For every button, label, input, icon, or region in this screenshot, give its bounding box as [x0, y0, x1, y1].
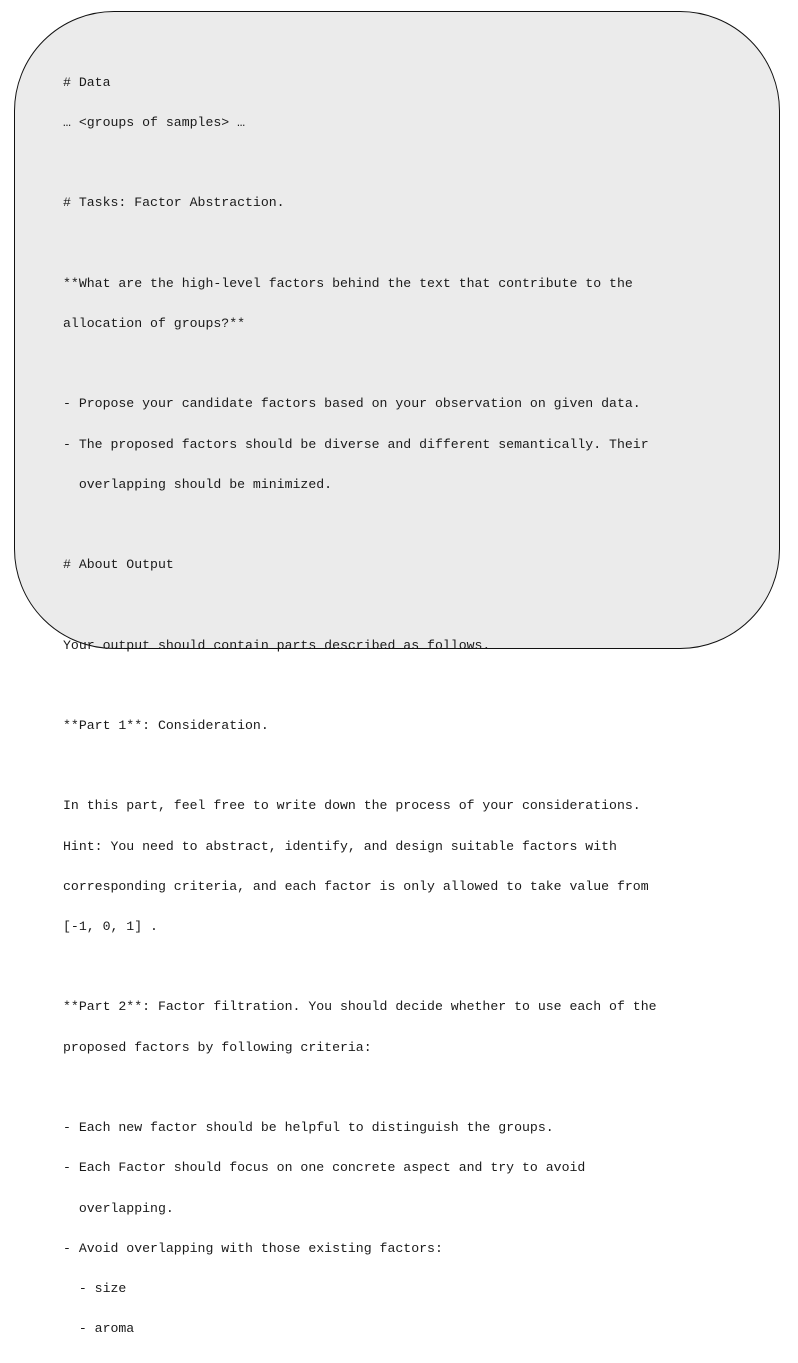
instruction-item-1: - Propose your candidate factors based on your observation on given data.: [63, 396, 641, 412]
criteria-item-3: - Avoid overlapping with those existing factors:: [63, 1240, 443, 1256]
blank-line: [63, 679, 763, 692]
part-2-heading: **Part 2**: Factor filtration. You should decide whether to use each of the: [63, 999, 657, 1015]
blank-line: [63, 759, 763, 772]
blank-line: [63, 518, 763, 531]
instruction-item-2: - The proposed factors should be diverse and different semantically. Their: [63, 436, 649, 452]
criteria-item-1: - Each new factor should be helpful to distinguish the groups.: [63, 1120, 554, 1136]
part-2-heading-cont: proposed factors by following criteria:: [63, 1039, 372, 1055]
existing-factor-aroma: - aroma: [63, 1321, 135, 1337]
criteria-item-2: - Each Factor should focus on one concrete aspect and try to avoid: [63, 1160, 586, 1176]
blank-line: [63, 357, 763, 370]
heading-data: # Data: [63, 74, 111, 90]
question-line-1: **What are the high-level factors behind the text that contribute to the: [63, 275, 633, 291]
existing-factor-size: - size: [63, 1280, 127, 1296]
blank-line: [63, 960, 763, 973]
part-1-heading: **Part 1**: Consideration.: [63, 718, 269, 734]
part-1-line-3: corresponding criteria, and each factor is only allowed to take value from: [63, 878, 649, 894]
blank-line: [63, 598, 763, 611]
part-1-line-2: Hint: You need to abstract, identify, and design suitable factors with: [63, 838, 617, 854]
blank-line: [63, 156, 763, 169]
blank-line: [63, 1081, 763, 1094]
heading-tasks: # Tasks: Factor Abstraction.: [63, 195, 285, 211]
heading-about-output: # About Output: [63, 557, 174, 573]
placeholder-groups: … <groups of samples> …: [63, 115, 246, 131]
question-line-2: allocation of groups?**: [63, 316, 246, 332]
part-1-line-4: [-1, 0, 1] .: [63, 919, 158, 935]
blank-line: [63, 237, 763, 250]
part-1-line-1: In this part, feel free to write down the process of your considerations.: [63, 798, 641, 814]
prompt-text: [63, 49, 763, 1362]
prompt-card: [14, 11, 780, 1337]
criteria-item-2-cont: overlapping.: [63, 1200, 174, 1216]
instruction-item-2-cont: overlapping should be minimized.: [63, 476, 333, 492]
output-description: Your output should contain parts described as follows.: [63, 637, 491, 653]
